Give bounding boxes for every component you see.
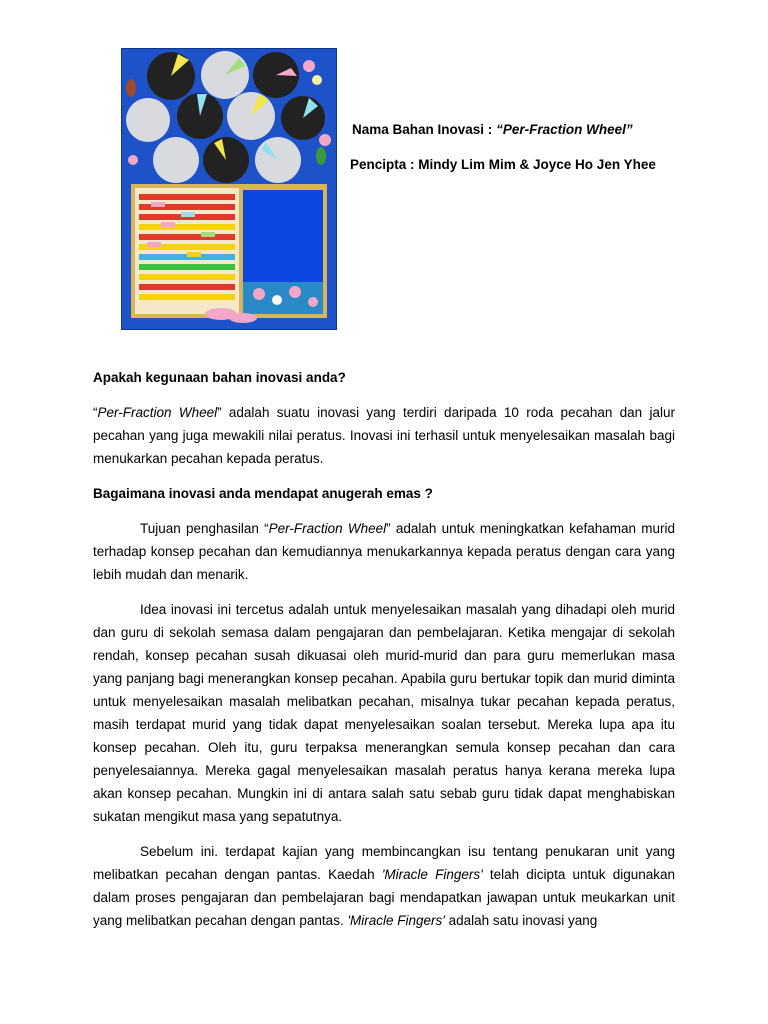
quote-open: “	[93, 405, 98, 420]
innovation-name-line	[352, 122, 633, 137]
innovation-name-value: “Per-Fraction Wheel”	[496, 122, 633, 137]
product-name: Per-Fraction Wheel	[268, 521, 387, 536]
section2-body	[93, 517, 675, 932]
creator-line	[350, 157, 656, 172]
p3-c: adalah satu inovasi yang	[444, 913, 598, 928]
section1-paragraph	[93, 401, 675, 470]
creator-label: Pencipta :	[350, 157, 415, 172]
innovation-name-label: Nama Bahan Inovasi :	[352, 122, 493, 137]
method-name: 'Miracle Fingers'	[347, 913, 445, 928]
p1-rest: ” adalah untuk meningkatkan kefahaman murid terhadap konsep pecahan dan kemudiannya menukarkannya kepada peratus dengan cara yang lebih mudah dan menarik.	[93, 521, 676, 582]
p3-a: Sebelum ini. terdapat kajian yang membincangkan isu tentang penukaran unit yang melibatkan pecahan dengan pantas. Kaedah	[93, 844, 675, 882]
section1-text: ” adalah suatu inovasi yang terdiri daripada 10 roda pecahan dan jalur pecahan yang juga mewakili nilai peratus. Inovasi ini terhasil untuk menyelesaikan masalah bagi menukarkan pecahan kepada peratus.	[93, 405, 675, 466]
method-name: 'Miracle Fingers'	[381, 867, 483, 882]
p3-b: telah dicipta untuk digunakan dalam proses pengajaran dan pembelajaran bagi mendapatkan jawapan untuk meukarkan unit yang melibatkan pecahan dengan pantas.	[93, 867, 675, 928]
section2-heading: Bagaimana inovasi anda mendapat anugerah emas ?	[93, 486, 433, 501]
section1-heading: Apakah kegunaan bahan inovasi anda?	[93, 370, 346, 385]
product-name: Per-Fraction Wheel	[97, 405, 218, 420]
creator-value: Mindy Lim Mim & Joyce Ho Jen Yhee	[418, 157, 656, 172]
section2-paragraph-2: Idea inovasi ini tercetus adalah untuk menyelesaikan masalah yang dihadapi oleh murid dan guru di sekolah semasa dalam pengajaran dan pembelajaran. Ketika mengajar di sekolah rendah, konsep pecahan susah dikuasai oleh murid-murid dan para guru memerlukan masa yang panjang bagi menerangkan konsep pecahan. Apabila guru bertukar topik dan murid diminta untuk menyelesaikan masalah melibatkan pecahan, misalnya tukar pecahan kepada peratus, masih terdapat murid yang tidak dapat menyelesaikan soalan tersebut. Mereka lupa apa itu konsep pecahan. Oleh itu, guru terpaksa menerangkan semula konsep pecahan dan cara penyelesaiannya. Mereka gagal menyelesaikan masalah peratus hanya kerana mereka lupa akan konsep pecahan. Mungkin ini di antara salah satu sebab guru tidak dapat menghabiskan sukatan mengikut masa yang sepatutnya.	[93, 602, 675, 824]
innovation-photo	[121, 48, 337, 330]
section2-paragraph-1	[93, 517, 675, 586]
section2-paragraph-3	[93, 840, 675, 932]
section1-body	[93, 401, 675, 470]
p1-start: Tujuan penghasilan “	[140, 521, 269, 536]
